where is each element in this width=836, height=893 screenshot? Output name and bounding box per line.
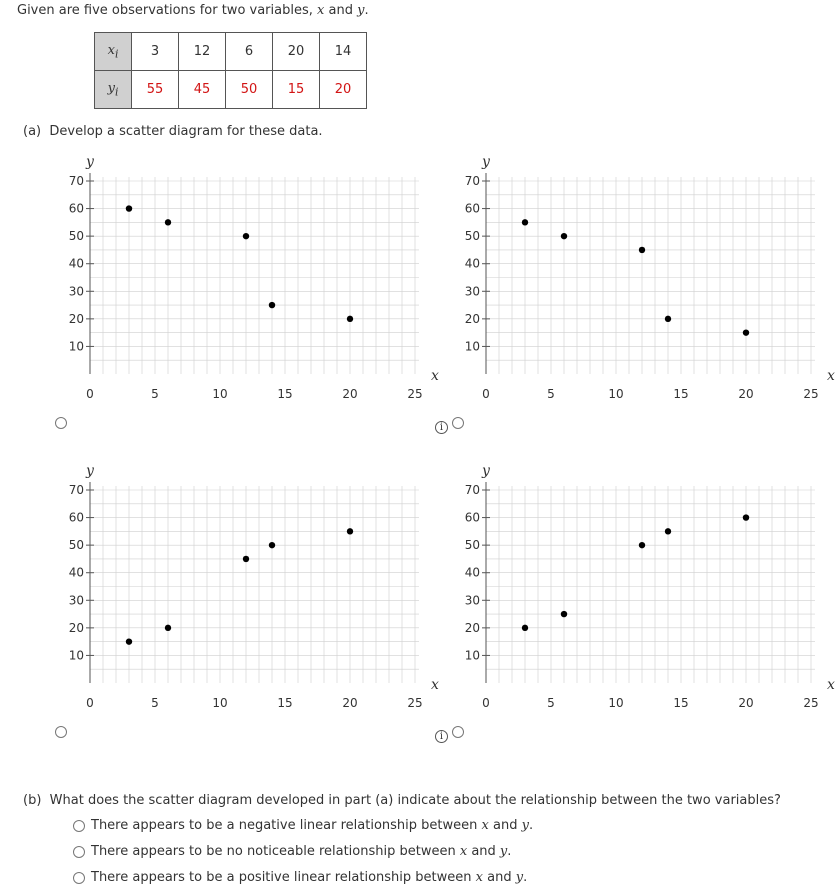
- x-tick-label: 15: [673, 696, 689, 710]
- data-point: [665, 528, 671, 534]
- x-value: 12: [179, 33, 226, 71]
- y-tick-label: 70: [68, 483, 84, 497]
- x-tick-label: 15: [277, 387, 293, 401]
- y-axis-label: y: [482, 154, 490, 170]
- option-positive-label[interactable]: There appears to be a positive linear relationship between x and y.: [91, 870, 528, 885]
- info-icon[interactable]: i: [435, 730, 448, 743]
- y-tick-label: 30: [464, 284, 480, 299]
- option-none-label[interactable]: There appears to be no noticeable relationship between x and y.: [91, 844, 512, 859]
- x-row: [95, 33, 367, 71]
- x-tick-label: 20: [738, 387, 754, 401]
- x-tick-label: 0: [482, 387, 490, 401]
- y-row: [95, 71, 367, 109]
- part-b-question: (b) What does the scatter diagram developed in part (a) indicate about the relationship between the two variables?: [23, 793, 781, 808]
- x-tick-label: 20: [738, 696, 754, 710]
- x-value: 6: [226, 33, 273, 71]
- data-point: [639, 542, 645, 548]
- y-tick-label: 40: [464, 565, 480, 580]
- x-tick-label: 15: [673, 387, 689, 401]
- data-point: [347, 316, 353, 322]
- x-value: 14: [320, 33, 367, 71]
- data-table: [94, 32, 367, 109]
- x-tick-label: 10: [608, 387, 624, 401]
- y-tick-label: 70: [464, 483, 480, 497]
- data-point: [561, 233, 567, 239]
- y-value: 50: [226, 71, 273, 109]
- x-tick-label: 20: [342, 387, 358, 401]
- y-tick-label: 10: [68, 339, 84, 354]
- y-tick-label: 50: [68, 229, 84, 244]
- data-point: [269, 302, 275, 308]
- y-tick-label: 20: [464, 620, 480, 635]
- y-tick-label: 10: [464, 339, 480, 354]
- data-point: [269, 542, 275, 548]
- plot-option-4-radio[interactable]: [452, 726, 464, 738]
- x-tick-label: 25: [407, 696, 423, 710]
- x-tick-label: 10: [212, 387, 228, 401]
- data-point: [522, 625, 528, 631]
- data-point: [165, 219, 171, 225]
- y-tick-label: 40: [68, 565, 84, 580]
- positive-relationship-radio[interactable]: [73, 872, 85, 884]
- data-point: [522, 219, 528, 225]
- data-point: [561, 611, 567, 617]
- y-tick-label: 60: [68, 510, 84, 525]
- y-tick-label: 60: [464, 201, 480, 216]
- x-tick-label: 5: [547, 387, 555, 401]
- data-point: [665, 316, 671, 322]
- x-tick-label: 5: [151, 696, 159, 710]
- x-axis-label: x: [431, 368, 439, 384]
- y-axis-label: y: [86, 463, 94, 479]
- x-axis-label: x: [827, 368, 835, 384]
- option-negative-label[interactable]: There appears to be a negative linear relationship between x and y.: [91, 818, 534, 833]
- x-axis-label: x: [827, 677, 835, 693]
- y-tick-label: 70: [68, 174, 84, 188]
- y-tick-label: 10: [68, 648, 84, 663]
- y-tick-label: 20: [68, 311, 84, 326]
- part-a-question: (a) Develop a scatter diagram for these data.: [23, 124, 323, 139]
- x-axis-label: x: [431, 677, 439, 693]
- y-header: $y_i$: [95, 71, 132, 109]
- negative-relationship-radio[interactable]: [73, 820, 85, 832]
- x-value: 20: [273, 33, 320, 71]
- problem-intro: Given are five observations for two variables, x and y.: [17, 3, 369, 18]
- y-tick-label: 60: [464, 510, 480, 525]
- x-tick-label: 25: [407, 387, 423, 401]
- x-value: 3: [132, 33, 179, 71]
- y-value: 55: [132, 71, 179, 109]
- y-axis-label: y: [482, 463, 490, 479]
- data-point: [165, 625, 171, 631]
- info-icon[interactable]: i: [435, 421, 448, 434]
- data-point: [347, 528, 353, 534]
- plot-option-1-radio[interactable]: [55, 417, 67, 429]
- data-point: [743, 514, 749, 520]
- y-tick-label: 30: [464, 593, 480, 608]
- y-tick-label: 40: [68, 256, 84, 271]
- y-tick-label: 50: [464, 229, 480, 244]
- data-point: [243, 233, 249, 239]
- y-tick-label: 10: [464, 648, 480, 663]
- x-tick-label: 10: [212, 696, 228, 710]
- plot-option-2-radio[interactable]: [452, 417, 464, 429]
- y-tick-label: 30: [68, 284, 84, 299]
- data-point: [743, 329, 749, 335]
- x-tick-label: 15: [277, 696, 293, 710]
- scatter-plot-option-3: [40, 457, 440, 717]
- y-axis-label: y: [86, 154, 94, 170]
- x-tick-label: 0: [482, 696, 490, 710]
- y-tick-label: 70: [464, 174, 480, 188]
- scatter-plot-option-1: [40, 148, 440, 408]
- x-tick-label: 5: [151, 387, 159, 401]
- x-tick-label: 25: [803, 387, 819, 401]
- scatter-plot-option-2: [436, 148, 836, 408]
- y-value: 15: [273, 71, 320, 109]
- y-tick-label: 20: [464, 311, 480, 326]
- y-value: 45: [179, 71, 226, 109]
- y-tick-label: 20: [68, 620, 84, 635]
- x-tick-label: 5: [547, 696, 555, 710]
- y-tick-label: 60: [68, 201, 84, 216]
- no-relationship-radio[interactable]: [73, 846, 85, 858]
- data-point: [243, 556, 249, 562]
- x-header: $x_i$: [95, 33, 132, 71]
- y-tick-label: 40: [464, 256, 480, 271]
- data-point: [126, 205, 132, 211]
- x-tick-label: 20: [342, 696, 358, 710]
- y-value: 20: [320, 71, 367, 109]
- data-point: [126, 638, 132, 644]
- y-tick-label: 50: [464, 538, 480, 553]
- data-point: [639, 247, 645, 253]
- x-tick-label: 0: [86, 696, 94, 710]
- y-tick-label: 50: [68, 538, 84, 553]
- x-tick-label: 10: [608, 696, 624, 710]
- scatter-plot-option-4: [436, 457, 836, 717]
- x-tick-label: 25: [803, 696, 819, 710]
- x-tick-label: 0: [86, 387, 94, 401]
- y-tick-label: 30: [68, 593, 84, 608]
- plot-option-3-radio[interactable]: [55, 726, 67, 738]
